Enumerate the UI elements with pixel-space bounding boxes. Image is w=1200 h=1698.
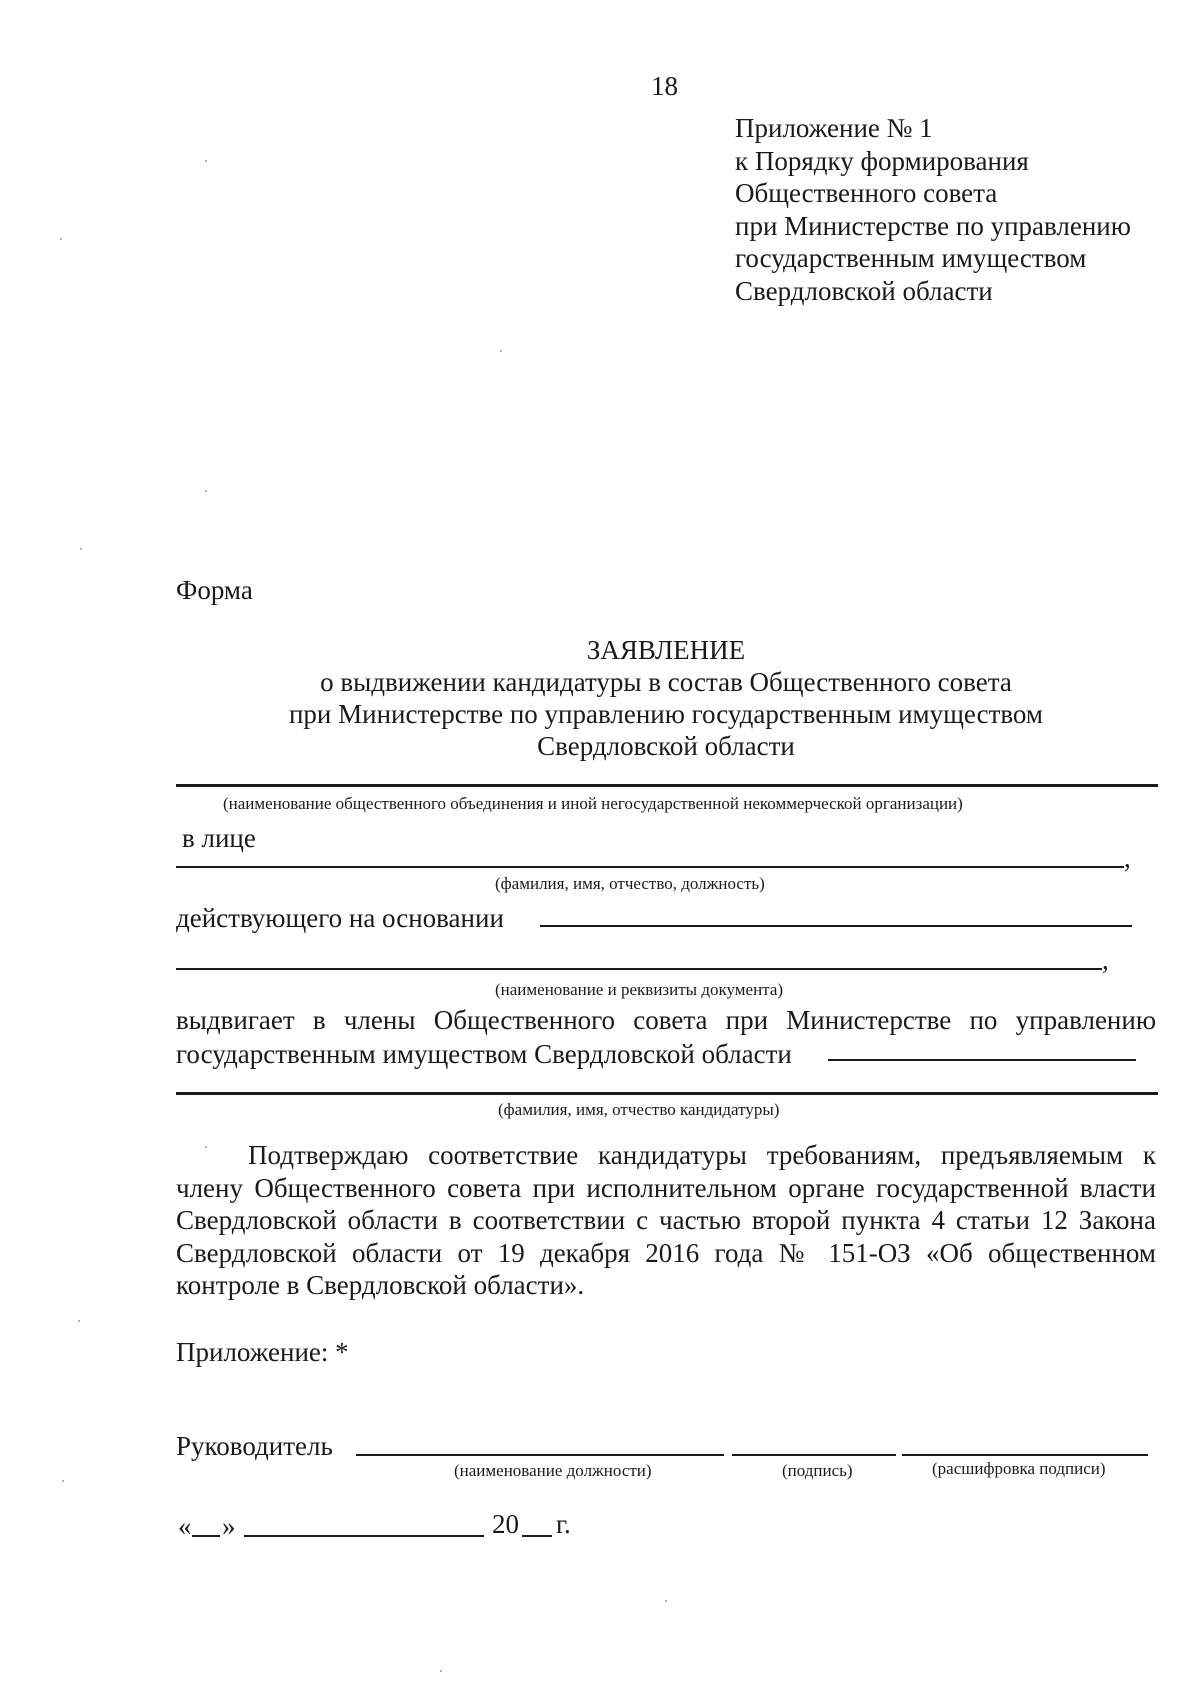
date-open-quote: « xyxy=(178,1511,192,1541)
scan-speck xyxy=(80,548,82,550)
person-caption: (фамилия, имя, отчество, должность) xyxy=(495,874,765,893)
in-person-label: в лице xyxy=(182,823,256,853)
candidate-line[interactable] xyxy=(176,1092,1158,1095)
title-line: Свердловской области xyxy=(537,731,795,761)
appendix-line: Приложение № 1 xyxy=(735,113,933,143)
attachment-label: Приложение: * xyxy=(176,1337,349,1367)
position-caption: (наименование должности) xyxy=(454,1461,652,1480)
year-suffix: г. xyxy=(556,1509,571,1539)
nominates-line: выдвигает в члены Общественного совета при Министерстве по управлению xyxy=(176,1005,1156,1035)
scan-speck xyxy=(665,1600,667,1602)
basis-line[interactable] xyxy=(540,925,1132,927)
sign-caption: (подпись) xyxy=(782,1461,853,1480)
page-number: 18 xyxy=(651,71,678,101)
date-close-quote: » xyxy=(222,1511,236,1541)
signature-line[interactable] xyxy=(732,1454,896,1456)
appendix-line: к Порядку формирования xyxy=(735,145,1029,176)
organization-caption: (наименование общественного объединения и иной негосударственной некоммерческой организации) xyxy=(223,794,963,813)
scan-speck xyxy=(62,1480,64,1482)
comma: , xyxy=(1124,843,1131,873)
representative-line[interactable] xyxy=(176,866,1124,868)
nominates-line: государственным имуществом Свердловской области xyxy=(176,1039,792,1069)
title-line: о выдвижении кандидатуры в состав Общественного совета xyxy=(320,667,1012,697)
appendix-block xyxy=(735,112,1131,307)
confirmation-paragraph: Подтверждаю соответствие кандидатуры требованиям, предъявляемым к члену Общественного совета при исполнительном органе государственной власти Свердловской области в соответствии с частью второй пункта 4 статьи 12 Закона Свердловской области от 19 декабря 2016 года № 151-ОЗ «Об общественном контроле в Свердловской области». xyxy=(176,1140,1156,1300)
scan-speck xyxy=(205,490,207,492)
document-line[interactable] xyxy=(176,968,1102,970)
title-line: при Министерстве по управлению государственным имуществом xyxy=(288,699,1044,729)
scan-speck xyxy=(205,1146,207,1148)
head-label: Руководитель xyxy=(176,1431,333,1461)
signature-decode-line[interactable] xyxy=(902,1454,1148,1456)
candidate-inline-line[interactable] xyxy=(828,1059,1136,1061)
organization-line[interactable] xyxy=(176,784,1158,787)
candidate-caption: (фамилия, имя, отчество кандидатуры) xyxy=(498,1100,780,1119)
scan-speck xyxy=(440,1670,442,1672)
title-heading: ЗАЯВЛЕНИЕ xyxy=(586,635,746,665)
scan-speck xyxy=(205,160,207,162)
appendix-line: Общественного совета xyxy=(735,178,998,208)
appendix-line: Свердловской области xyxy=(735,275,993,306)
year-line[interactable] xyxy=(522,1535,552,1537)
scan-speck xyxy=(60,238,62,240)
document-title xyxy=(176,634,1156,762)
appendix-line: при Министерстве по управлению xyxy=(735,210,1131,241)
appendix-line: государственным имуществом xyxy=(735,243,1087,273)
basis-label: действующего на основании xyxy=(176,903,504,933)
scan-speck xyxy=(500,350,502,352)
day-line[interactable] xyxy=(192,1535,220,1537)
position-line[interactable] xyxy=(356,1454,724,1456)
decode-caption: (расшифровка подписи) xyxy=(932,1459,1106,1478)
comma: , xyxy=(1102,945,1109,975)
month-line[interactable] xyxy=(244,1535,484,1537)
form-label: Форма xyxy=(176,575,253,605)
document-caption: (наименование и реквизиты документа) xyxy=(495,980,784,999)
scan-speck xyxy=(78,1320,80,1322)
year-prefix: 20 xyxy=(492,1509,519,1539)
